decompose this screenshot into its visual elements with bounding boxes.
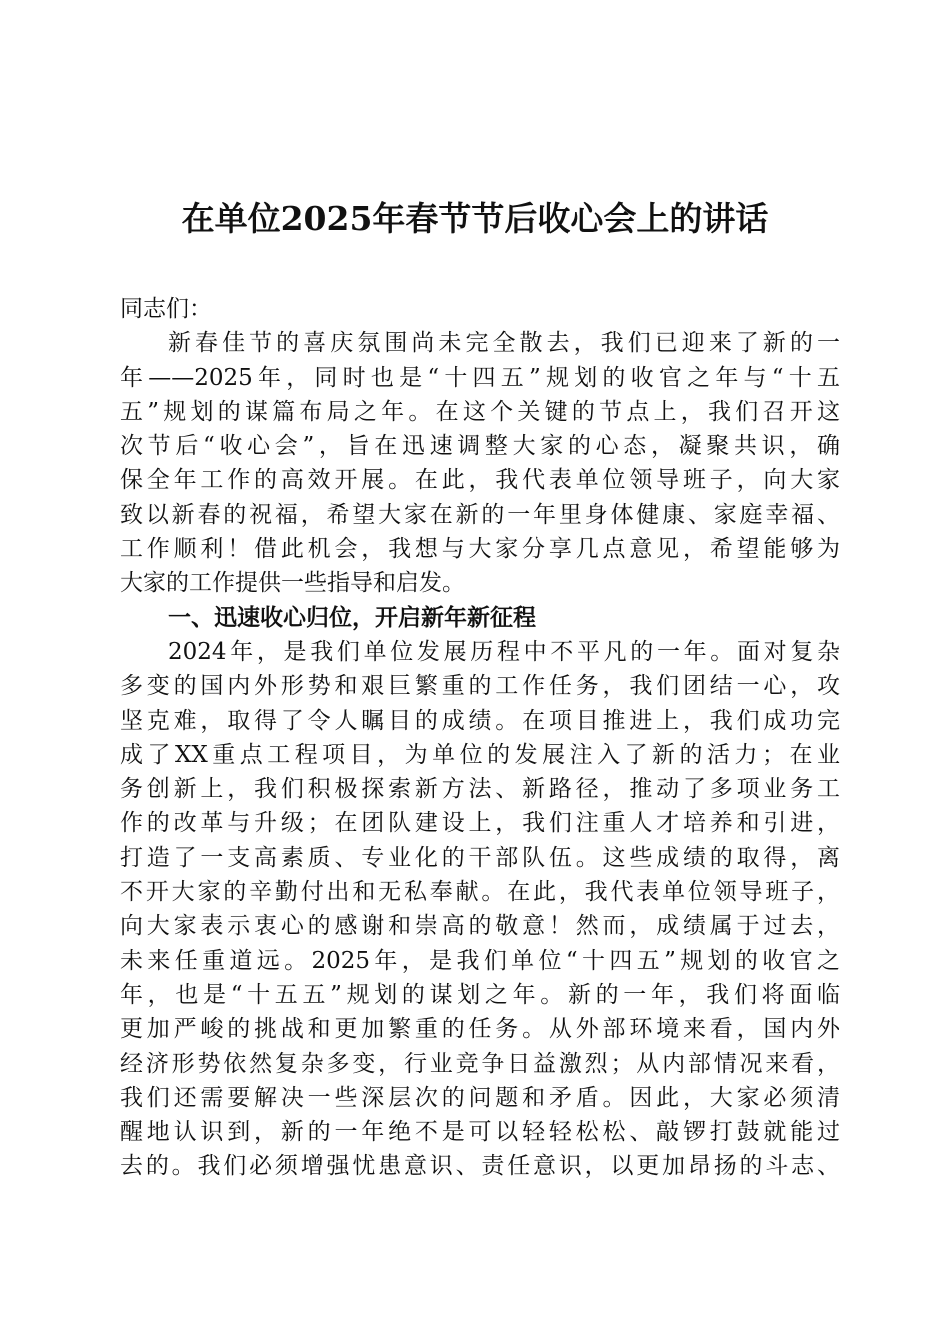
- paragraph-line: [120, 841, 840, 875]
- paragraph-line: [120, 429, 840, 463]
- line-text: 醒地认识到，新的一年绝不是可以轻轻松松、敲锣打鼓就能过: [120, 1119, 840, 1146]
- paragraph-line: [120, 292, 840, 326]
- paragraph-line: [120, 566, 840, 600]
- line-text: 更加严峻的挑战和更加繁重的任务。从外部环境来看，国内外: [120, 1016, 840, 1043]
- paragraph-line: [120, 738, 840, 772]
- line-text: 多变的国内外形势和艰巨繁重的工作任务，我们团结一心，攻: [120, 673, 840, 700]
- line-text: 2024年，是我们单位发展历程中不平凡的一年。面对复杂: [168, 638, 840, 665]
- line-text: 作的改革与升级；在团队建设上，我们注重人才培养和引进，: [120, 810, 840, 837]
- line-text: 年，也是“十五五”规划的谋划之年。新的一年，我们将面临: [120, 981, 840, 1008]
- line-text: 向大家表示衷心的感谢和崇高的敬意！然而，成绩属于过去，: [120, 913, 840, 940]
- paragraph-line: [120, 806, 840, 840]
- paragraph-line: [120, 1115, 840, 1149]
- line-text: 致以新春的祝福，希望大家在新的一年里身体健康、家庭幸福、: [120, 501, 840, 528]
- line-text: 新春佳节的喜庆氛围尚未完全散去，我们已迎来了新的一: [168, 330, 840, 357]
- line-text: 坚克难，取得了令人瞩目的成绩。在项目推进上，我们成功完: [120, 707, 840, 734]
- line-text: 成了XX重点工程项目，为单位的发展注入了新的活力；在业: [120, 741, 840, 768]
- paragraph-line: [120, 875, 840, 909]
- paragraph-line: [120, 361, 840, 395]
- section-heading: [120, 601, 840, 635]
- paragraph-line: [120, 772, 840, 806]
- line-text: 保全年工作的高效开展。在此，我代表单位领导班子，向大家: [120, 467, 840, 494]
- line-text: 打造了一支高素质、专业化的干部队伍。这些成绩的取得，离: [120, 844, 840, 871]
- line-text: 未来任重道远。2025年，是我们单位“十四五”规划的收官之: [120, 947, 840, 974]
- line-text: 我们还需要解决一些深层次的问题和矛盾。因此，大家必须清: [120, 1084, 840, 1111]
- line-text: 五”规划的谋篇布局之年。在这个关键的节点上，我们召开这: [120, 398, 840, 425]
- paragraph-line: [120, 909, 840, 943]
- document-title: 在单位2025年春节节后收心会上的讲话: [181, 199, 769, 238]
- paragraph-line: [120, 532, 840, 566]
- document-body: [120, 292, 840, 1184]
- paragraph-line: [120, 978, 840, 1012]
- paragraph-line: [120, 395, 840, 429]
- paragraph-line: [120, 944, 840, 978]
- paragraph-line: [120, 1047, 840, 1081]
- line-text: 经济形势依然复杂多变，行业竞争日益激烈；从内部情况来看，: [120, 1050, 840, 1077]
- line-text: 去的。我们必须增强忧患意识、责任意识，以更加昂扬的斗志、: [120, 1153, 840, 1180]
- line-text: 同志们：: [120, 296, 212, 322]
- paragraph-line: [120, 463, 840, 497]
- line-text: 不开大家的辛勤付出和无私奉献。在此，我代表单位领导班子，: [120, 879, 840, 906]
- line-text: 大家的工作提供一些指导和启发。: [120, 570, 465, 597]
- paragraph-line: [120, 704, 840, 738]
- paragraph-line: [120, 1149, 840, 1183]
- line-text: 务创新上，我们积极探索新方法、新路径，推动了多项业务工: [120, 776, 840, 803]
- paragraph-line: [120, 326, 840, 360]
- paragraph-line: [120, 1012, 840, 1046]
- paragraph-line: [120, 498, 840, 532]
- line-text: 一、迅速收心归位，开启新年新征程: [168, 604, 536, 631]
- paragraph-line: [120, 635, 840, 669]
- paragraph-line: [120, 1081, 840, 1115]
- line-text: 年——2025年，同时也是“十四五”规划的收官之年与“十五: [120, 364, 840, 391]
- line-text: 工作顺利！借此机会，我想与大家分享几点意见，希望能够为: [120, 536, 840, 563]
- line-text: 次节后“收心会”，旨在迅速调整大家的心态，凝聚共识，确: [120, 433, 840, 460]
- paragraph-line: [120, 669, 840, 703]
